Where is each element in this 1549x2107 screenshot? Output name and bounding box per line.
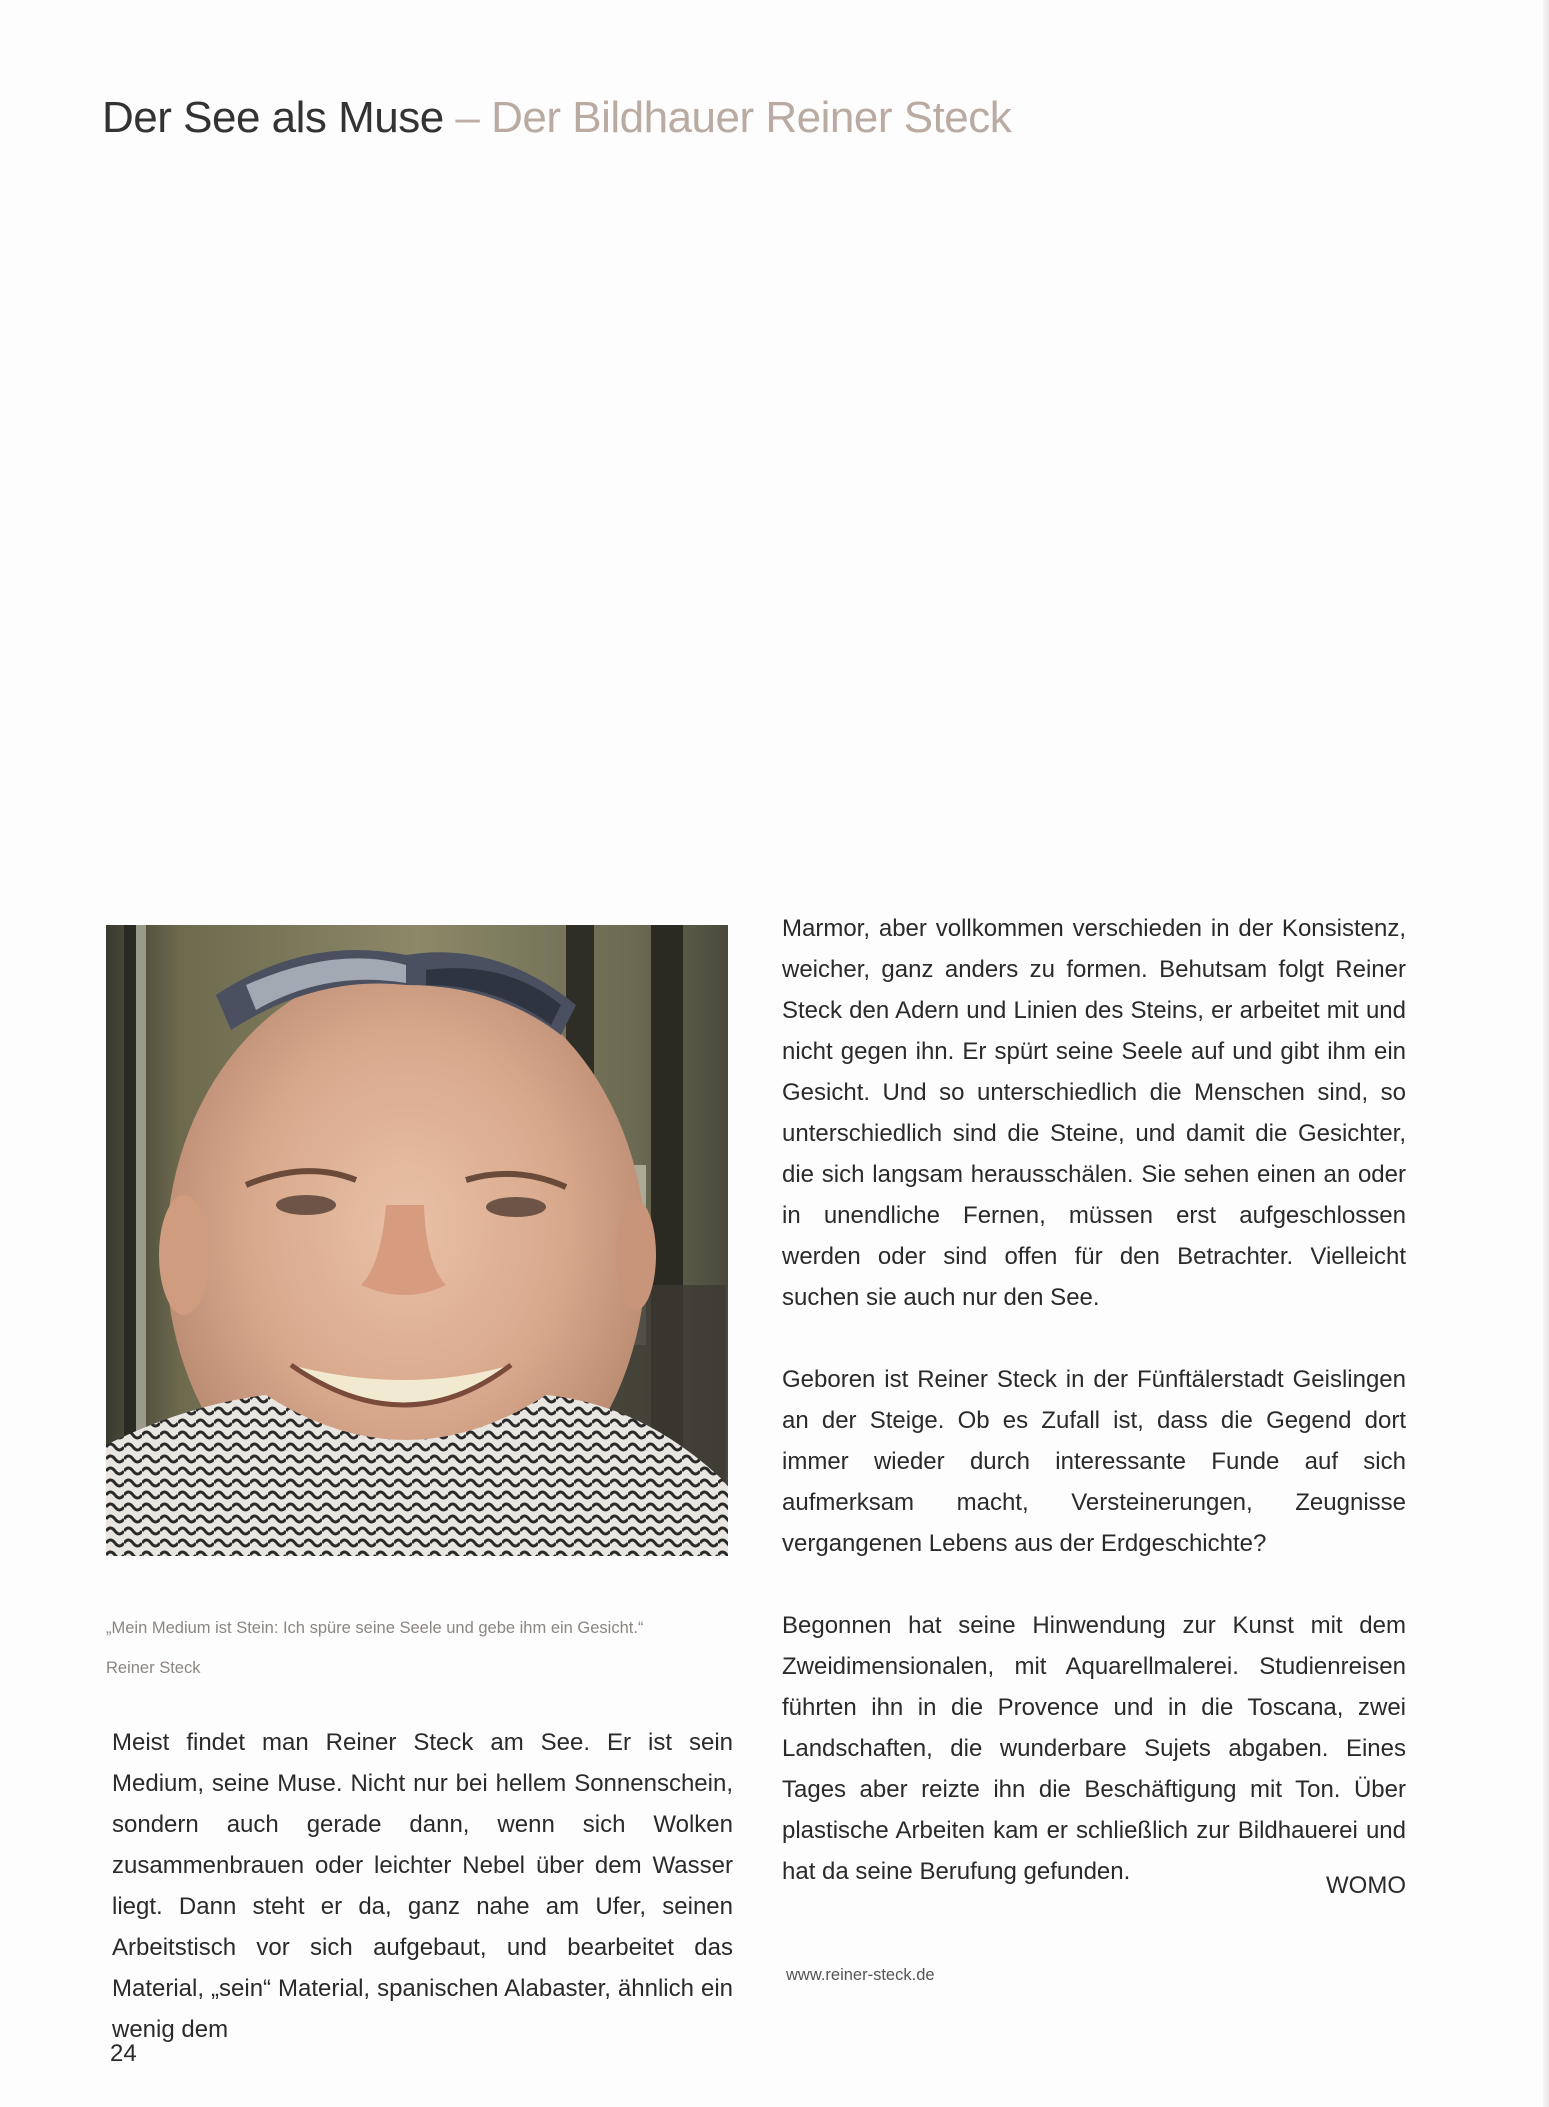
title-dash: – bbox=[443, 93, 492, 142]
caption-quote: „Mein Medium ist Stein: Ich spüre seine Seele und gebe ihm ein Gesicht.“ bbox=[106, 1619, 644, 1637]
body-column-right bbox=[782, 908, 1406, 1892]
page-edge bbox=[1543, 0, 1549, 2107]
paragraph: Meist findet man Reiner Steck am See. Er ist sein Medium, seine Muse. Nicht nur bei hellem Sonnenschein, sondern auch gerade dann, wenn sich Wolken zusammenbrauen oder leichter Nebel über dem Wasser liegt. Dann steht er da, ganz nahe am Ufer, seinen Arbeitstisch vor sich aufgebaut, und bearbeitet das Material, „sein“ Material, spanischen Alabaster, ähnlich ein wenig dem bbox=[112, 1729, 733, 2043]
website-link[interactable]: www.reiner-steck.de bbox=[786, 1966, 935, 1984]
body-column-left bbox=[112, 1722, 733, 2050]
page-number: 24 bbox=[110, 2040, 137, 2067]
portrait-photo bbox=[106, 925, 728, 1556]
article-title bbox=[102, 92, 1011, 144]
title-main: Der See als Muse bbox=[102, 93, 444, 142]
photo-caption bbox=[106, 1608, 746, 1688]
author-signature: WOMO bbox=[1326, 1872, 1406, 1899]
paragraph: Geboren ist Reiner Steck in der Fünftälerstadt Geislingen an der Steige. Ob es Zufall ist, dass die Gegend dort immer wieder durch interessante Funde auf sich aufmerksam macht, Versteinerungen, Zeugnisse vergangenen Lebens aus der Erdgeschichte? bbox=[782, 1366, 1406, 1557]
title-subtitle: Der Bildhauer Reiner Steck bbox=[491, 93, 1012, 142]
paragraph: Begonnen hat seine Hinwendung zur Kunst mit dem Zweidimensionalen, mit Aquarellmalerei. Studienreisen führten ihn in die Provence und in die Toscana, zwei Landschaften, die wunderbare Sujets abgaben. Eines Tages aber reizte ihn die Beschäftigung mit Ton. Über plastische Arbeiten kam er schließlich zur Bildhauerei und hat da seine Berufung gefunden. bbox=[782, 1612, 1406, 1885]
portrait-illustration bbox=[106, 925, 728, 1556]
paragraph: Marmor, aber vollkommen verschieden in der Konsistenz, weicher, ganz anders zu formen. Behutsam folgt Reiner Steck den Adern und Linien des Steins, er arbeitet mit und nicht gegen ihn. Er spürt seine Seele auf und gibt ihm ein Gesicht. Und so unterschiedlich die Menschen sind, so unterschiedlich sind die Steine, und damit die Gesichter, die sich langsam herausschälen. Sie sehen einen an oder in unendliche Fernen, müssen erst aufgeschlossen werden oder sind offen für den Betrachter. Vielleicht suchen sie auch nur den See. bbox=[782, 915, 1406, 1311]
caption-author: Reiner Steck bbox=[106, 1659, 201, 1677]
